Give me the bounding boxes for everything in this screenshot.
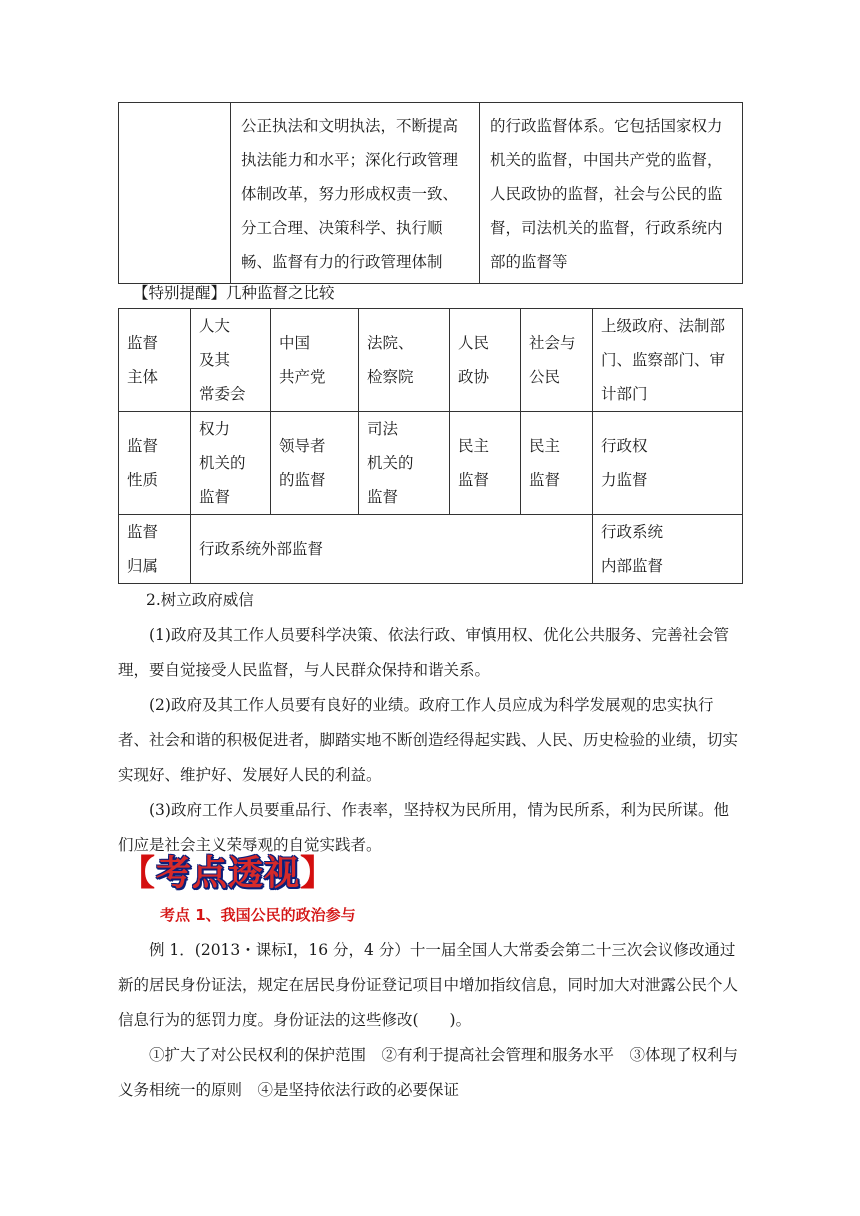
row-header: 监督 性质 [119,412,191,515]
supervision-comparison-table [118,308,743,584]
external-supervision-cell: 行政系统外部监督 [191,515,593,584]
table-cell: 司法 机关的 监督 [359,412,450,515]
table-cell: 行政权 力监督 [593,412,743,515]
banner-title: 考点透视 [156,854,301,894]
table-cell: 上级政府、法制部门、监察部门、审计部门 [593,309,743,412]
row-header: 监督 归属 [119,515,191,584]
table-cell: 领导者 的监督 [271,412,359,515]
table-row [119,103,743,284]
table-cell: 的行政监督体系。它包括国家权力机关的监督，中国共产党的监督，人民政协的监督，社会与公民的监督，司法机关的监督，行政系统内部的监督等 [480,103,743,284]
paragraph: (1)政府及其工作人员要科学决策、依法行政、审慎用权、优化公共服务、完善社会管理，要自觉接受人民监督，与人民群众保持和谐关系。 [118,626,729,679]
table-cell: 社会与 公民 [521,309,593,412]
example-question: 例 1．(2013・课标Ⅰ，16 分，4 分）十一届全国人大常委会第二十三次会议修改通过新的居民身份证法，规定在居民身份证登记项目中增加指纹信息，同时加大对泄露公民个人信息行为的惩罚力度。身份证法的这些修改( )。 [118,941,739,1029]
table-cell: 权力 机关的 监督 [191,412,271,515]
row-header: 监督 主体 [119,309,191,412]
table-cell: 民主 监督 [450,412,521,515]
table-cell: 法院、 检察院 [359,309,450,412]
table-cell: 中国 共产党 [271,309,359,412]
answer-options: ①扩大了对公民权利的保护范围 ②有利于提高社会管理和服务水平 ③体现了权利与义务相统一的原则 ④是坚持依法行政的必要保证 [118,1046,739,1099]
special-reminder-title: 【特别提醒】几种监督之比较 [133,284,335,302]
section-heading: 2.树立政府威信 [146,591,254,609]
banner-left-bracket: 【 [120,854,157,894]
table-row [119,515,743,584]
table-cell [119,103,231,284]
table-row [119,309,743,412]
banner-right-bracket: 】 [300,854,337,894]
paragraph: (3)政府工作人员要重品行、作表率，坚持权为民所用，情为民所系，利为民所谋。他们应是社会主义荣辱观的自觉实践者。 [118,801,729,854]
kaodian-banner [120,852,336,896]
table-row [119,412,743,515]
continuation-table [118,102,743,284]
table-cell: 民主 监督 [521,412,593,515]
table-cell: 人大 及其 常委会 [191,309,271,412]
kaodian-title: 考点 1、我国公民的政治参与 [160,906,356,924]
internal-supervision-cell: 行政系统 内部监督 [593,515,743,584]
table-cell: 公正执法和文明执法，不断提高执法能力和水平；深化行政管理体制改革，努力形成权责一致、分工合理、决策科学、执行顺畅、监督有力的行政管理体制 [231,103,480,284]
table-cell: 人民 政协 [450,309,521,412]
paragraph: (2)政府及其工作人员要有良好的业绩。政府工作人员应成为科学发展观的忠实执行者、社会和谐的积极促进者，脚踏实地不断创造经得起实践、人民、历史检验的业绩，切实实现好、维护好、发展好人民的利益。 [118,696,739,784]
